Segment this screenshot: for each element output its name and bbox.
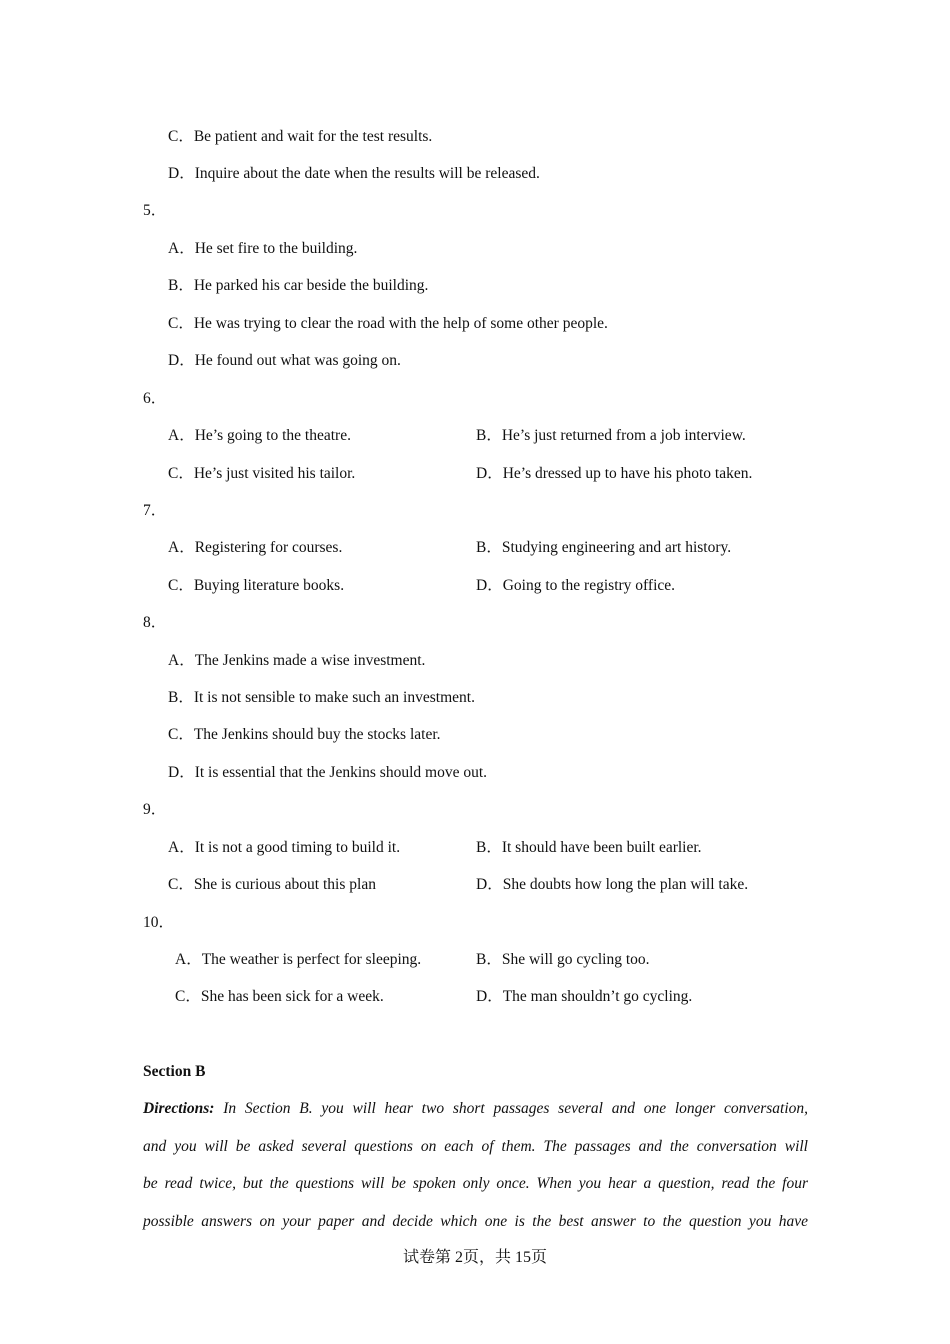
q6-option-b: B．He’s just returned from a job interview. xyxy=(476,427,746,444)
q7-option-d: D．Going to the registry office. xyxy=(476,577,676,594)
directions-line-1 xyxy=(143,1099,808,1119)
q7-option-a: A．Registering for courses. xyxy=(168,539,343,556)
section-b-title: Section B xyxy=(143,1063,206,1080)
q8-option-c: C．The Jenkins should buy the stocks later. xyxy=(168,726,441,743)
q10-number: 10． xyxy=(143,914,175,931)
q4-option-d: D．Inquire about the date when the results will be released. xyxy=(168,165,540,182)
q10-option-d: D．The man shouldn’t go cycling. xyxy=(476,988,693,1005)
directions-line-2: and you will be asked several questions on each of them. The passages and the conversation will xyxy=(143,1138,808,1155)
directions-line-4: possible answers on your paper and decide which one is the best answer to the question you have xyxy=(143,1213,808,1230)
page-footer: 试卷第 2页，共 15页 xyxy=(402,1249,547,1266)
q10-option-a: A．The weather is perfect for sleeping. xyxy=(175,951,422,968)
q10-option-b: B．She will go cycling too. xyxy=(476,951,650,968)
q6-option-d: D．He’s dressed up to have his photo taken. xyxy=(476,465,753,482)
q5-option-c: C．He was trying to clear the road with the help of some other people. xyxy=(168,315,608,332)
q5-option-b: B．He parked his car beside the building. xyxy=(168,277,429,294)
q4-option-c: C．Be patient and wait for the test results. xyxy=(168,128,433,145)
directions-text-1: In Section B. you will hear two short passages several and one longer conversation, xyxy=(214,1100,808,1117)
q9-option-d: D．She doubts how long the plan will take. xyxy=(476,876,749,893)
q8-option-a: A．The Jenkins made a wise investment. xyxy=(168,652,426,669)
q9-option-c: C．She is curious about this plan xyxy=(168,876,376,893)
q7-option-b: B．Studying engineering and art history. xyxy=(476,539,732,556)
q5-number: 5． xyxy=(143,202,167,219)
q6-option-c: C．He’s just visited his tailor. xyxy=(168,465,356,482)
directions-label: Directions: xyxy=(143,1100,215,1117)
q8-number: 8． xyxy=(143,614,167,631)
q8-option-b: B．It is not sensible to make such an investment. xyxy=(168,689,475,706)
q8-option-d: D．It is essential that the Jenkins should move out. xyxy=(168,764,488,781)
q5-option-a: A．He set fire to the building. xyxy=(168,240,358,257)
q6-number: 6． xyxy=(143,390,167,407)
q9-option-a: A．It is not a good timing to build it. xyxy=(168,839,401,856)
q10-option-c: C．She has been sick for a week. xyxy=(175,988,384,1005)
q7-option-c: C．Buying literature books. xyxy=(168,577,345,594)
q5-option-d: D．He found out what was going on. xyxy=(168,352,401,369)
q9-number: 9． xyxy=(143,801,167,818)
q7-number: 7． xyxy=(143,502,167,519)
directions-line-3: be read twice, but the questions will be spoken only once. When you hear a question, read the four xyxy=(143,1175,808,1192)
q9-option-b: B．It should have been built earlier. xyxy=(476,839,702,856)
q6-option-a: A．He’s going to the theatre. xyxy=(168,427,351,444)
